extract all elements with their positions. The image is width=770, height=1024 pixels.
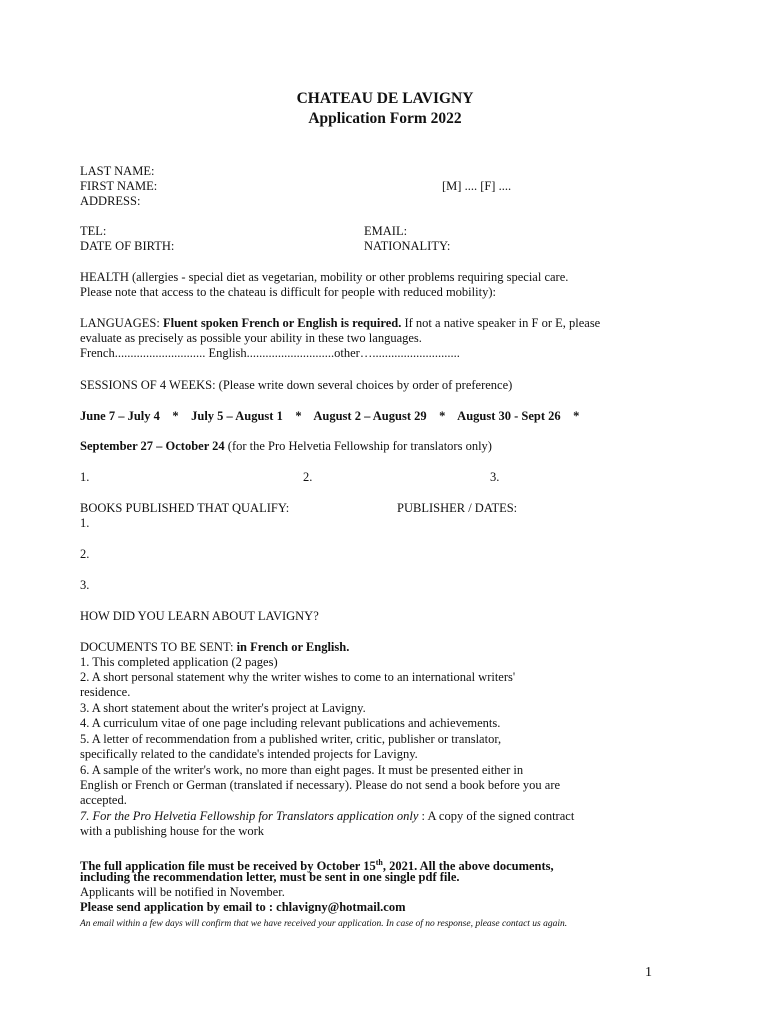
gender-field: [M] .... [F] .... bbox=[442, 179, 512, 193]
publisher-heading: PUBLISHER / DATES: bbox=[397, 501, 518, 515]
health-line-2: Please note that access to the chateau is difficult for people with reduced mobility): bbox=[80, 285, 496, 299]
deadline-superscript: th bbox=[375, 858, 383, 867]
notification-note: Applicants will be notified in November. bbox=[80, 885, 285, 899]
health-line-1: HEALTH (allergies - special diet as vegetarian, mobility or other problems requiring special care. bbox=[80, 270, 569, 284]
choice-2: 2. bbox=[303, 470, 313, 484]
document-3: 3. A short statement about the writer's project at Lavigny. bbox=[80, 701, 366, 715]
document-5: 5. A letter of recommendation from a published writer, critic, publisher or translator, bbox=[80, 732, 502, 746]
document-4: 4. A curriculum vitae of one page including relevant publications and achievements. bbox=[80, 716, 501, 730]
languages-line-3: French............................. English............................other…............................ bbox=[80, 346, 460, 360]
languages-required: Fluent spoken French or English is required. bbox=[162, 316, 402, 330]
document-1: 1. This completed application (2 pages) bbox=[80, 655, 278, 669]
learn-question: HOW DID YOU LEARN ABOUT LAVIGNY? bbox=[80, 609, 319, 623]
documents-heading bbox=[80, 640, 349, 655]
documents-language: in French or English. bbox=[236, 640, 350, 654]
document-7-rest: : A copy of the signed contract bbox=[418, 809, 575, 823]
document-2-cont: residence. bbox=[80, 685, 131, 699]
confirmation-note: An email within a few days will confirm that we have received your application. In case of no response, please contact us again. bbox=[80, 919, 568, 929]
session-september: September 27 – October 24 bbox=[80, 439, 225, 453]
languages-line-2: evaluate as precisely as possible your ability in these two languages. bbox=[80, 331, 422, 345]
document-6: 6. A sample of the writer's work, no more than eight pages. It must be presented either in bbox=[80, 763, 524, 777]
email-label: EMAIL: bbox=[364, 224, 408, 238]
document-5-cont: specifically related to the candidate's intended projects for Lavigny. bbox=[80, 747, 418, 761]
choice-3: 3. bbox=[490, 470, 500, 484]
dob-label: DATE OF BIRTH: bbox=[80, 239, 175, 253]
form-subtitle: Application Form 2022 bbox=[308, 110, 462, 127]
page-number: 1 bbox=[645, 965, 652, 980]
book-1: 1. bbox=[80, 516, 90, 530]
document-2: 2. A short personal statement why the writer wishes to come to an international writers' bbox=[80, 670, 516, 684]
document-7 bbox=[80, 809, 574, 824]
deadline-text-end: , 2021. All the above documents, bbox=[382, 859, 554, 874]
deadline-line-2: including the recommendation letter, must be sent in one single pdf file. bbox=[80, 870, 460, 884]
tel-label: TEL: bbox=[80, 224, 107, 238]
books-heading: BOOKS PUBLISHED THAT QUALIFY: bbox=[80, 501, 290, 515]
session-september-note: (for the Pro Helvetia Fellowship for translators only) bbox=[224, 439, 492, 453]
sessions-dates-line-2 bbox=[80, 439, 492, 454]
languages-rest: If not a native speaker in F or E, please bbox=[401, 316, 601, 330]
sessions-heading: SESSIONS OF 4 WEEKS: (Please write down several choices by order of preference) bbox=[80, 378, 513, 392]
languages-prefix: LANGUAGES: bbox=[80, 316, 163, 330]
languages-line-1 bbox=[80, 316, 600, 331]
sessions-dates-line-1: June 7 – July 4 * July 5 – August 1 * August 2 – August 29 * August 30 - Sept 26 * bbox=[80, 409, 580, 423]
nationality-label: NATIONALITY: bbox=[364, 239, 451, 253]
document-6-cont: English or French or German (translated if necessary). Please do not send a book before you are bbox=[80, 778, 561, 792]
first-name-label: FIRST NAME: bbox=[80, 179, 158, 193]
deadline-text: The full application file must be received by October 15 bbox=[80, 859, 376, 874]
book-2: 2. bbox=[80, 547, 90, 561]
book-3: 3. bbox=[80, 578, 90, 592]
document-7-cont: with a publishing house for the work bbox=[80, 824, 265, 838]
form-title: CHATEAU DE LAVIGNY bbox=[296, 90, 474, 107]
document-7-title: 7. For the Pro Helvetia Fellowship for Translators application only bbox=[80, 809, 419, 823]
address-label: ADDRESS: bbox=[80, 194, 141, 208]
choice-1: 1. bbox=[80, 470, 90, 484]
documents-heading-prefix: DOCUMENTS TO BE SENT: bbox=[80, 640, 237, 654]
last-name-label: LAST NAME: bbox=[80, 164, 155, 178]
email-instruction: Please send application by email to : chlavigny@hotmail.com bbox=[80, 900, 406, 914]
document-6-end: accepted. bbox=[80, 793, 127, 807]
